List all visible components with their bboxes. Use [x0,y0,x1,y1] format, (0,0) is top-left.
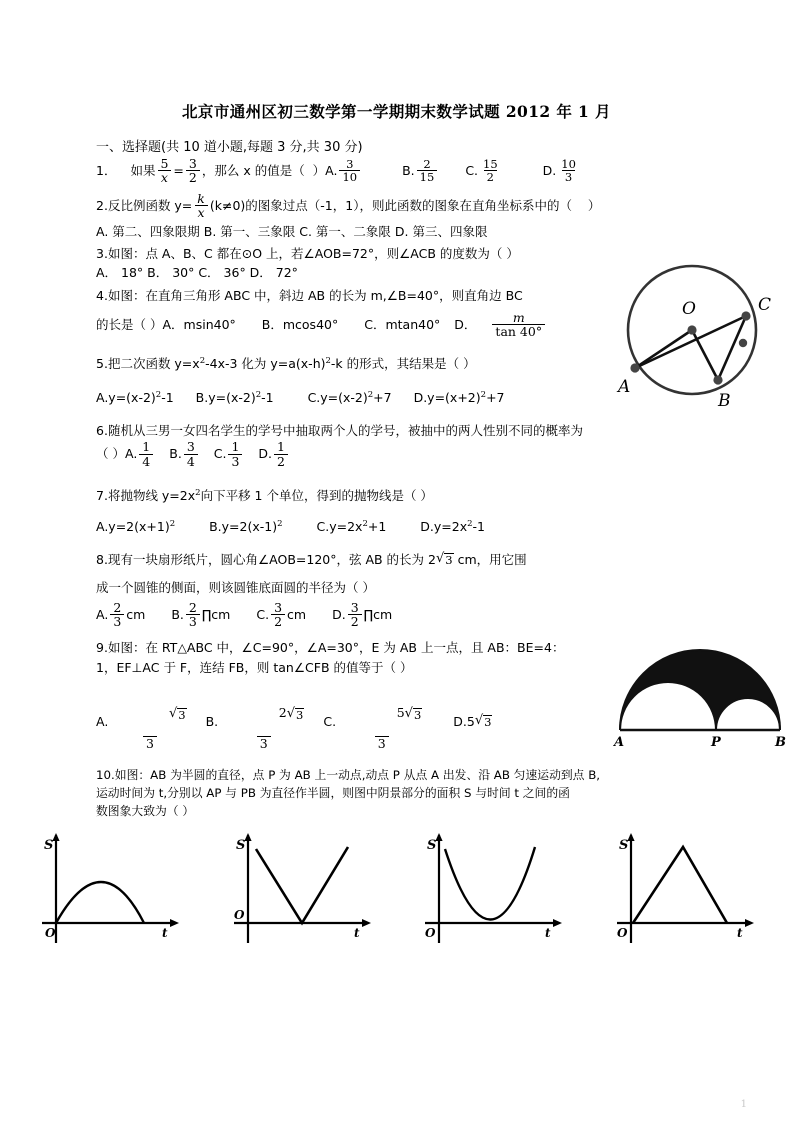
q10-stem-line2: 运动时间为 t,分别以 AP 与 PB 为直径作半圆，则图中阴景部分的面积 S 与时间 t 之间的函 [96,786,570,800]
q6-optA-label: A. [124,446,138,462]
q6-stem-text2: （ ） [96,446,125,462]
q8-stem-text1a: 现有一块扇形纸片，圆心角∠AOB=120°，弦 AB 的长为 2 [107,552,436,568]
q9-stem-text1: 如图：在 RT△ABC 中，∠C=90°，∠A=30°，E 为 AB 上一点，且 AB：BE=4： [107,640,565,656]
q8-optA-den: 3 [110,614,124,628]
semicircle-figure [612,638,788,750]
question-6 [96,421,723,468]
q1-optA-den: 10 [339,170,360,183]
q8-optB-den: 3 [186,614,200,628]
q6-stem-text1: 随机从三男一女四名学生的学号中抽取两个人的学号，被抽中的两人性别不同的概率为 [107,423,583,438]
q6-optA-den: 4 [139,454,153,468]
q7-optA-exp: 2 [169,518,176,529]
q7-stem-b: 向下平移 1 个单位，得到的抛物线是（ ） [200,487,433,503]
q10-graph-option-b [226,831,376,951]
q1-option-d [543,158,581,183]
graph-b-origin: O [233,907,245,922]
q9-optA-num [110,693,189,735]
q6-optA-num: 1 [142,439,151,455]
q9-number: 9. [96,640,108,656]
q9-optC-sqrt: √ 3 [404,706,422,723]
q1-optC-num: 15 [483,157,498,172]
q5-optA-exp: 2 [155,389,162,400]
circle-figure-svg [610,258,786,418]
q9-optA-sqrt: √ 3 [168,706,186,723]
q1-option-a [325,158,362,183]
q6-optB-num: 3 [186,439,195,455]
graph-d-x-arrow [745,919,754,927]
graph-d-y-arrow [627,833,634,841]
q7-stem-a: 将抛物线 y=2x [107,487,196,503]
q5-optA-a: A.y=(x-2) [96,389,156,405]
q7-optC-exp: 2 [362,518,368,529]
q8-options [96,601,723,628]
q10-graph-option-a [34,831,184,951]
q5-optD-exp: 2 [480,389,487,400]
q6-optD-num: 1 [277,439,285,455]
q1-optD-label: D. [542,162,557,178]
graph-a-curve [56,882,144,923]
q1-frac2-den: 2 [186,170,200,184]
q9-optA-den: 3 [143,736,157,750]
q6-optC-fraction [228,440,242,467]
q2-frac-den: x [195,205,208,219]
q1-optB-fraction [417,158,438,183]
graph-b-curve [256,847,348,923]
q4-optD-den: tan 40° [492,324,545,338]
question-10 [96,766,723,821]
q9-optC-num [338,693,425,735]
q8-stem-text1b: cm，用它围 [453,552,527,568]
q2-fraction [194,192,208,219]
q5-stem-a: 把二次函数 y=x [107,356,200,372]
q4-optD-label: D． [454,316,477,332]
q5-optB-exp: 2 [255,389,262,400]
q1-optD-fraction [558,158,579,183]
graph-a-origin: O [45,925,56,940]
q9-option-d [453,712,492,731]
q8-optA-num: 2 [113,600,122,616]
q1-optC-label: C. [465,162,479,178]
graph-b-x-arrow [362,919,371,927]
q5-exp-2: 2 [325,356,331,367]
graph-b-svg [226,831,376,951]
q3-number: 3. [96,245,108,261]
semicircle-figure-svg [612,638,788,750]
graph-c-curve [445,847,535,920]
q1-optA-fraction [339,158,360,183]
q6-optB-fraction [184,440,198,467]
q1-optB-label: B. [402,162,415,178]
q7-exp: 2 [195,487,201,498]
q10-graph-option-c [417,831,567,951]
graph-c-origin: O [425,925,436,940]
q4-option-a: A．msin40° [162,316,236,332]
q9-option-b [206,693,310,750]
q10-stem-text1: 如图：AB 为半圆的直径，点 P 为 AB 上一动点,动点 P 从点 A 出发、沿 AB 匀速运动到点 B, [114,767,601,782]
q1-optC-den: 2 [484,170,497,183]
graph-a-y-arrow [52,833,59,841]
q8-option-a [96,601,145,628]
q1-equals: = [173,162,184,178]
q7-optB-a: B.y=2(x-1) [209,519,278,534]
page-number: 1 [740,1099,747,1110]
q7-optD-b: -1 [472,519,485,534]
point-A [630,363,639,372]
q8-optB-fraction [186,601,200,628]
segment-OB [692,330,718,380]
point-extra [739,339,747,347]
q10-number: 10. [96,767,115,782]
q10-graph-options [0,827,793,951]
graph-c-svg [417,831,567,951]
q1-frac1-num: 5 [160,156,169,171]
q9-option-a [96,693,192,750]
q8-optD-unit: ∏cm [363,607,393,623]
q5-optD-b: +7 [486,389,505,405]
q4-stem-text1: 如图：在直角三角形 ABC 中，斜边 AB 的长为 m,∠B=40°，则直角边 BC [107,287,523,303]
q5-optC-exp: 2 [367,389,374,400]
q7-optA-a: A.y=2(x+1) [96,519,170,534]
q1-optA-num: 3 [346,157,354,172]
graph-c-x-arrow [553,919,562,927]
q8-optA-unit: cm [126,607,146,623]
q6-option-c [214,440,245,467]
q7-optC-b: +1 [367,519,387,534]
q8-optB-label: B. [171,607,184,623]
point-C [741,311,750,320]
q4-option-d [454,311,547,338]
question-2 [96,192,723,241]
circle-label-A: A [618,377,631,397]
point-B [713,375,722,384]
q7-option-b [209,519,282,534]
q7-number: 7. [96,487,108,503]
q2-number: 2. [96,198,108,214]
q6-optA-fraction [139,440,153,467]
q7-optC-a: C.y=2x [316,519,363,534]
graph-d-origin: O [616,925,628,940]
q2-options: A. 第二、四象限期 B. 第一、三象限 C. 第一、二象限 D. 第三、四象限 [96,223,488,239]
q9-optC-den: 3 [375,736,389,750]
q6-option-a [125,440,155,467]
q1-optD-den: 3 [562,170,575,183]
q5-optB-a: B.y=(x-2) [195,389,256,405]
q1-optB-den: 15 [417,170,438,183]
q8-optC-num: 3 [274,600,283,616]
q1-option-c [465,158,502,183]
q8-optD-num: 3 [350,600,359,616]
q6-optC-den: 3 [228,454,242,468]
q9-optB-den: 3 [257,736,271,750]
graph-a-ylabel: S [44,837,54,853]
q4-number: 4. [96,287,108,303]
q4-option-c: C．mtan40° [364,316,441,332]
q5-optC-a: C.y=(x-2) [307,389,368,405]
q9-optD-sqrt: √ 3 [474,712,492,729]
q7-option-a [96,519,175,534]
q10-stem-line1 [96,766,723,784]
graph-a-x-arrow [170,919,179,927]
q5-option-d [414,390,505,405]
q1-option-b [402,158,439,183]
circle-label-C: C [758,295,772,315]
q1-optA-label: A. [325,162,338,178]
q8-optD-fraction [348,601,362,628]
q8-optD-label: D. [332,607,346,623]
q8-stem-line2: 成一个圆锥的侧面，则该圆锥底面圆的半径为（ ） [96,579,375,595]
q7-optB-exp: 2 [277,518,283,529]
q1-optD-num: 10 [561,157,576,172]
q6-option-b [169,440,200,467]
q9-optA-sqrt-value: 3 [178,708,186,723]
q8-sqrt-3: √ 3 [435,551,453,568]
q8-optB-unit: ∏cm [201,607,231,623]
q6-options-line [96,440,723,467]
q9-optB-coef: 2 [278,705,287,721]
question-1 [96,157,723,184]
q5-exp-1: 2 [199,356,206,367]
q5-option-c [308,390,392,405]
q9-option-c [323,693,427,750]
q5-optA-b: -1 [161,389,174,405]
q6-optB-label: B. [169,446,182,462]
q9-optB-sqrt: √ 3 [286,706,304,723]
q1-fraction-right [186,157,200,184]
q9-optC-sqrt-value: 3 [413,708,422,723]
q5-number: 5. [96,356,108,372]
q7-optD-a: D.y=2x [420,519,468,534]
q4-stem-text2: 的长是（ ） [96,316,163,332]
q8-optC-label: C. [256,607,270,623]
q8-optC-unit: cm [287,607,307,623]
graph-c-xlabel: t [545,925,551,940]
q6-optB-den: 4 [184,454,198,468]
graph-b-y-arrow [244,833,251,841]
q7-option-d [420,519,485,534]
graph-a-xlabel: t [162,925,168,940]
shaded-region [620,650,780,730]
circle-label-O: O [682,299,696,319]
q6-optD-den: 2 [274,454,288,468]
question-8 [96,550,723,628]
q1-stem-b: ，那么 x 的值是（ ） [201,162,326,178]
q9-optB-num [220,693,307,735]
q6-optD-label: D. [258,446,273,462]
q8-optC-fraction [271,601,285,628]
q10-graph-option-d [609,831,759,951]
q2-frac-num: k [197,191,205,207]
q1-fraction-left [157,157,171,184]
q9-optA-fraction [110,693,189,750]
q4-optD-fraction [492,311,545,338]
q5-optC-b: +7 [373,389,392,405]
q8-number: 8. [96,552,108,568]
semicircle-label-B: B [775,735,786,750]
graph-d-ylabel: S [618,837,629,853]
q8-sqrt-value: 3 [445,553,453,568]
q7-option-c [317,519,387,534]
circle-figure [610,258,786,418]
q1-optB-num: 2 [423,157,431,172]
q9-optC-label: C. [323,713,337,729]
question-7 [96,486,723,537]
q2-stem-a: 反比例函数 y= [107,198,193,214]
q8-option-b [171,601,230,628]
q8-optC-den: 2 [271,614,285,628]
q1-frac2-num: 3 [188,156,197,171]
semicircle-label-A: A [614,735,625,750]
q9-optC-coef: 5 [396,705,405,721]
graph-d-curve [633,847,727,923]
q8-optB-num: 2 [188,600,197,616]
q8-option-c [256,601,306,628]
semicircle-label-P: P [711,735,721,750]
q5-option-b [196,390,274,405]
q9-optA-label: A. [96,713,109,729]
q5-option-a [96,390,174,405]
graph-d-svg [609,831,759,951]
q6-optC-label: C. [213,446,227,462]
q5-stem-c: -k 的形式，其结果是（ ） [330,356,476,372]
circle-label-B: B [718,391,731,411]
q1-number: 1． [96,162,117,178]
graph-b-ylabel: S [235,837,246,853]
q9-optB-fraction [220,693,307,750]
q8-option-d [332,601,392,628]
q9-optB-label: B. [205,713,219,729]
q7-stem [96,486,723,505]
q1-optC-fraction [480,158,501,183]
q8-stem-line1 [96,550,723,569]
graph-d-xlabel: t [736,925,743,940]
q6-option-d [258,440,290,467]
q9-stem-line2: 1，EF⊥AC 于 F，连结 FB，则 tan∠CFB 的值等于（ ） [96,659,413,675]
q9-optC-fraction [338,693,425,750]
point-O [687,325,696,334]
q7-options [96,517,723,536]
q9-optD-label: D.5 [453,713,475,729]
page-title: 北京市通州区初三数学第一学期期末数学试题 2012 年 1 月 [182,102,611,121]
q3-stem-text: 如图：点 A、B、C 都在⊙O 上，若∠AOB=72°，则∠ACB 的度数为（ ） [107,245,519,261]
q1-stem-a: 如果 [130,162,156,178]
q9-optB-sqrt-value: 3 [296,708,304,723]
q8-optA-label: A. [96,607,109,623]
q4-option-b: B．mcos40° [261,316,339,332]
q6-optC-num: 1 [231,439,240,455]
q6-optD-fraction [274,440,288,467]
section-heading: 一、选择题(共 10 道小题,每题 3 分,共 30 分) [96,140,363,155]
q5-optB-b: -1 [261,389,274,405]
graph-a-svg [34,831,184,951]
q6-stem-line1 [96,421,723,440]
q5-stem-b: -4x-3 化为 y=a(x-h) [205,356,326,372]
q7-optD-exp: 2 [467,518,473,529]
segment-OA [635,330,692,368]
q1-frac1-den: x [158,170,171,184]
graph-b-xlabel: t [353,925,360,940]
segment-AC [635,316,746,368]
q4-optD-num: m [512,310,525,325]
graph-c-ylabel: S [427,837,437,853]
graph-c-y-arrow [436,833,443,841]
q8-optD-den: 2 [348,614,362,628]
q6-number: 6. [96,423,108,438]
q10-stem-line3: 数图象大致为（ ） [96,804,195,819]
q2-stem-b: (k≠0)的图象过点（-1，1），则此函数的图象在直角坐标系中的（ ） [209,198,601,214]
q5-optD-a: D.y=(x+2) [413,389,481,405]
q8-optA-fraction [110,601,124,628]
q3-options: A． 18° B． 30° C． 36° D． 72° [96,265,298,281]
q9-optD-sqrt-value: 3 [484,714,492,729]
